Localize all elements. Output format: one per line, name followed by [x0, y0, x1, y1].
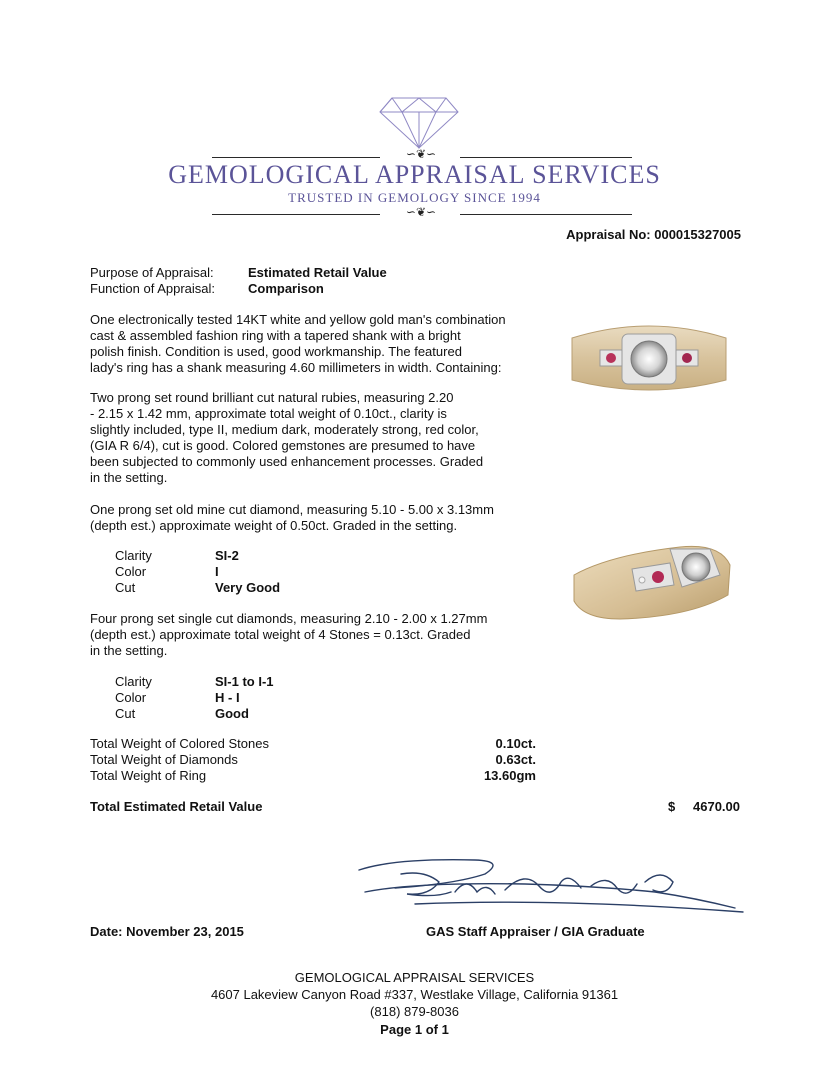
logo-bottom-rule-left — [212, 214, 380, 215]
grade-row — [115, 690, 415, 706]
ring-photo-angle-view — [570, 535, 736, 625]
center-diamond-paragraph — [90, 502, 540, 534]
logo-bottom-ornament-icon: ∽❦∽ — [405, 205, 437, 219]
appraisal-number: Appraisal No: 000015327005 — [566, 227, 741, 242]
footer-company: GEMOLOGICAL APPRAISAL SERVICES — [294, 970, 535, 985]
totals-block — [90, 736, 536, 784]
grade-value: Very Good — [215, 580, 281, 595]
grade-row — [115, 706, 415, 722]
description-line: cast & assembled fashion ring with a tapered shank with a bright — [90, 328, 461, 343]
grade-value: Good — [215, 706, 249, 721]
logo-top-ornament-icon: ∽❦∽ — [405, 147, 437, 161]
total-row — [90, 736, 536, 752]
rubies-line: been subjected to commonly used enhancement processes. Graded — [90, 454, 484, 469]
grade-label: Clarity — [115, 674, 152, 689]
signature-image — [355, 852, 745, 924]
description-line: polish finish. Condition is used, good workmanship. The featured — [90, 344, 462, 359]
total-value: 0.63ct. — [495, 752, 536, 767]
side-diamonds-line: Four prong set single cut diamonds, measuring 2.10 - 2.00 x 1.27mm — [90, 611, 488, 626]
description-line: lady's ring has a shank measuring 4.60 millimeters in width. Containing: — [90, 360, 502, 375]
total-row — [90, 752, 536, 768]
function-value: Comparison — [248, 281, 324, 296]
grade-label: Color — [115, 690, 147, 705]
grade-value: I — [215, 564, 219, 579]
grade-label: Clarity — [115, 548, 152, 563]
retail-value: 4670.00 — [693, 799, 740, 814]
grade-value: SI-1 to I-1 — [215, 674, 274, 689]
grade-label: Cut — [115, 580, 136, 595]
center-diamond-line: (depth est.) approximate weight of 0.50ct. Graded in the setting. — [90, 518, 458, 533]
grade-label: Color — [115, 564, 147, 579]
grade-label: Cut — [115, 706, 136, 721]
side-diamonds-line: (depth est.) approximate total weight of 4 Stones = 0.13ct. Graded — [90, 627, 471, 642]
appraisal-date: Date: November 23, 2015 — [90, 924, 244, 939]
rubies-line: in the setting. — [90, 470, 168, 485]
center-diamond-line: One prong set old mine cut diamond, measuring 5.10 - 5.00 x 3.13mm — [90, 502, 494, 517]
side-diamonds-grades — [115, 674, 415, 722]
center-diamond-grades — [115, 548, 415, 596]
purpose-value: Estimated Retail Value — [248, 265, 387, 280]
side-diamonds-paragraph — [90, 611, 540, 659]
grade-row — [115, 548, 415, 564]
total-value: 0.10ct. — [495, 736, 536, 751]
total-value: 13.60gm — [483, 768, 536, 783]
ring-photo-top-view — [566, 318, 732, 398]
signer-title: GAS Staff Appraiser / GIA Graduate — [426, 924, 645, 939]
total-label: Total Weight of Ring — [90, 768, 207, 783]
grade-value: SI-2 — [215, 548, 239, 563]
grade-value: H - I — [215, 690, 240, 705]
retail-currency: $ — [668, 799, 676, 814]
side-diamonds-line: in the setting. — [90, 643, 168, 658]
diamond-logo-icon — [378, 90, 460, 150]
function-label: Function of Appraisal: — [90, 281, 216, 296]
rubies-line: slightly included, type II, medium dark, moderately strong, red color, — [90, 422, 479, 437]
rubies-line: (GIA R 6/4), cut is good. Colored gemstones are presumed to have — [90, 438, 476, 453]
logo-title: GEMOLOGICAL APPRAISAL SERVICES — [168, 160, 661, 189]
footer-address: 4607 Lakeview Canyon Road #337, Westlake Village, California 91361 — [210, 987, 619, 1002]
logo-bottom-rule-right — [460, 214, 632, 215]
purpose-label: Purpose of Appraisal: — [90, 265, 214, 280]
page-number: Page 1 of 1 — [380, 1022, 449, 1037]
logo-tagline: TRUSTED IN GEMOLOGY SINCE 1994 — [288, 190, 541, 205]
description-line: One electronically tested 14KT white and yellow gold man's combination — [90, 312, 506, 327]
total-label: Total Weight of Diamonds — [90, 752, 238, 767]
total-label: Total Weight of Colored Stones — [90, 736, 269, 751]
grade-row — [115, 564, 415, 580]
retail-value-label: Total Estimated Retail Value — [90, 799, 263, 814]
rubies-paragraph — [90, 390, 540, 486]
logo-top-rule-left — [212, 157, 380, 158]
footer-phone: (818) 879-8036 — [370, 1004, 459, 1019]
logo-top-rule-right — [460, 157, 632, 158]
rubies-line: - 2.15 x 1.42 mm, approximate total weight of 0.10ct., clarity is — [90, 406, 447, 421]
grade-row — [115, 674, 415, 690]
grade-row — [115, 580, 415, 596]
total-row — [90, 768, 536, 784]
description-paragraph — [90, 312, 540, 376]
rubies-line: Two prong set round brilliant cut natural rubies, measuring 2.20 — [90, 390, 454, 405]
